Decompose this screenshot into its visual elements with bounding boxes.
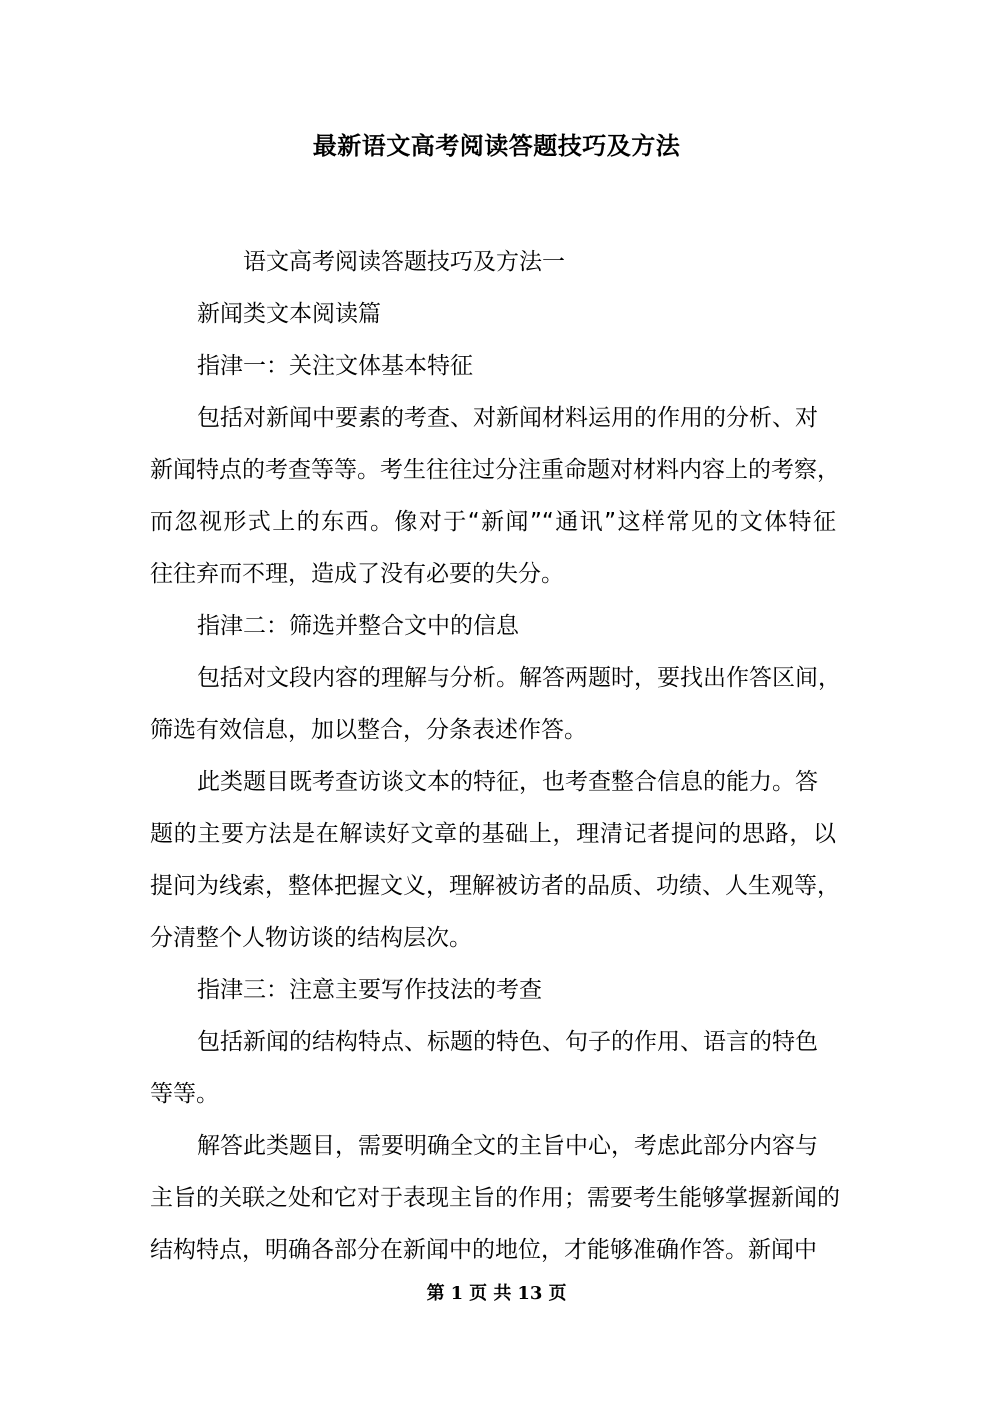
section-heading: 语文高考阅读答题技巧及方法一 — [243, 249, 565, 275]
text-line: 往往弃而不理，造成了没有必要的失分。 — [150, 561, 564, 587]
guide-heading-3: 指津三：注意主要写作技法的考查 — [197, 977, 542, 1003]
document-title: 最新语文高考阅读答题技巧及方法 — [312, 132, 681, 160]
text-line: 新闻特点的考查等等。考生往往过分注重命题对材料内容上的考察， — [150, 457, 840, 483]
guide-heading-2: 指津二：筛选并整合文中的信息 — [197, 613, 519, 639]
text-line: 分清整个人物访谈的结构层次。 — [150, 925, 472, 951]
text-line: 提问为线索，整体把握文义，理解被访者的品质、功绩、人生观等， — [150, 873, 840, 899]
text-line: 而忽视形式上的东西。像对于“新闻”“通讯”这样常见的文体特征 — [150, 509, 836, 535]
page-total: 13 — [517, 1283, 543, 1304]
footer-suffix: 页 — [548, 1283, 567, 1304]
text-line: 题的主要方法是在解读好文章的基础上，理清记者提问的思路，以 — [150, 821, 836, 847]
text-line: 等等。 — [150, 1081, 219, 1107]
text-line: 主旨的关联之处和它对于表现主旨的作用；需要考生能够掌握新闻的 — [150, 1185, 840, 1211]
page-number: 1 — [450, 1283, 464, 1304]
footer-prefix: 第 — [426, 1283, 445, 1304]
text-line: 包括对文段内容的理解与分析。解答两题时，要找出作答区间， — [197, 665, 841, 691]
guide-heading-1: 指津一：关注文体基本特征 — [197, 353, 473, 379]
text-line: 筛选有效信息，加以整合，分条表述作答。 — [150, 717, 587, 743]
footer-middle: 页 共 — [469, 1283, 512, 1304]
page-footer — [0, 1280, 993, 1308]
text-line: 包括新闻的结构特点、标题的特色、句子的作用、语言的特色 — [197, 1029, 818, 1055]
subsection-heading: 新闻类文本阅读篇 — [197, 301, 381, 327]
text-line: 结构特点，明确各部分在新闻中的地位，才能够准确作答。新闻中 — [150, 1237, 817, 1263]
text-line: 包括对新闻中要素的考查、对新闻材料运用的作用的分析、对 — [197, 405, 818, 431]
text-line: 此类题目既考查访谈文本的特征，也考查整合信息的能力。答 — [197, 769, 818, 795]
text-line: 解答此类题目，需要明确全文的主旨中心，考虑此部分内容与 — [197, 1133, 818, 1159]
